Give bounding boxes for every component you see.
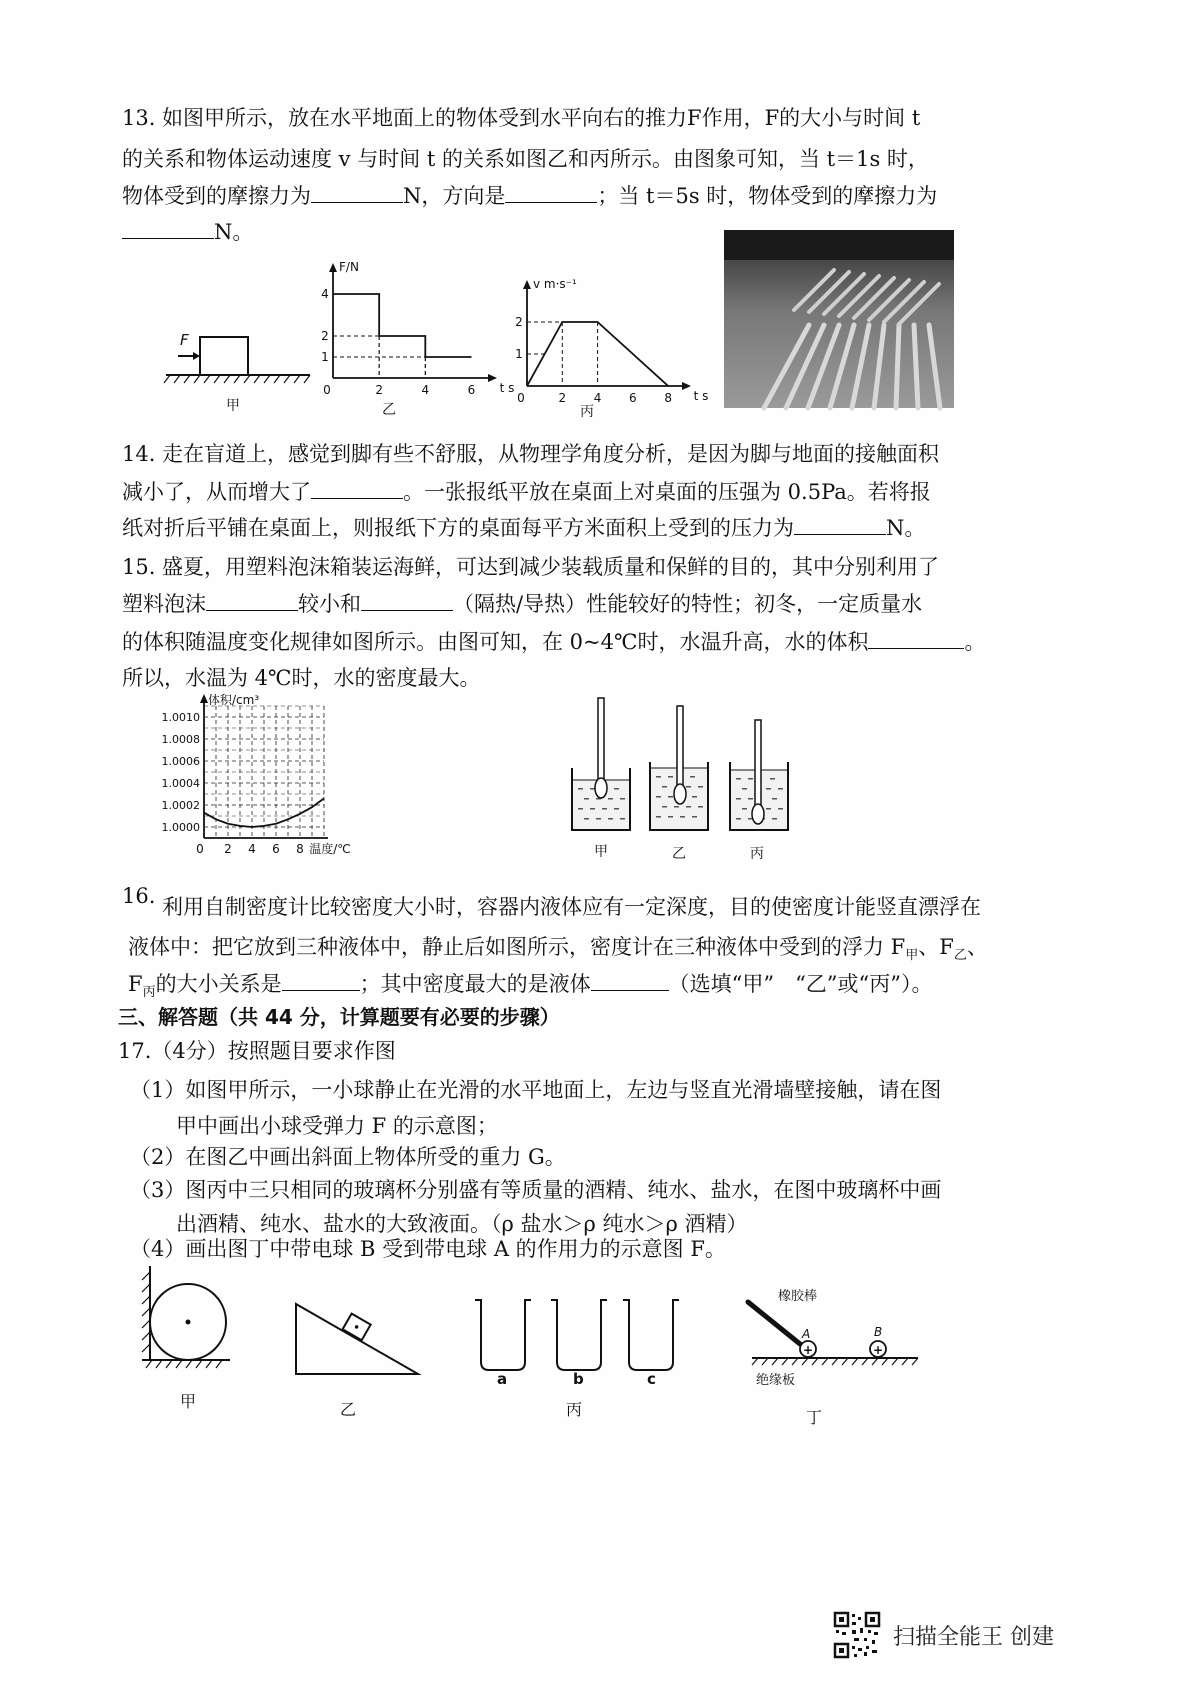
q14-line3-b: N。 <box>886 516 926 540</box>
x-axis-label: t s <box>693 389 709 403</box>
q16-line1: 利用自制密度计比较密度大小时，容器内液体应有一定深度，目的使密度计能竖直漂浮在 <box>162 895 981 919</box>
insulating-board-label: 绝缘板 <box>756 1373 796 1388</box>
q16-blank-1[interactable] <box>282 970 360 991</box>
q16-sub-jia: 甲 <box>905 948 919 964</box>
section3-title: 三、解答题（共 44 分，计算题要有必要的步骤） <box>118 1005 560 1029</box>
q17-fig-yi <box>290 1296 430 1386</box>
y-axis-label: 体积/cm³ <box>208 693 260 707</box>
q15-line4: 所以，水温为 4℃时，水的密度最大。 <box>122 666 481 690</box>
q14-line2-a: 减小了，从而增大了 <box>122 480 311 504</box>
q14-blank-1[interactable] <box>311 478 403 499</box>
x-tick-label: 0 <box>196 842 204 856</box>
rubber-rod-label: 橡胶棒 <box>778 1289 818 1304</box>
q14-number: 14. <box>122 442 156 466</box>
y-axis-label: v m·s⁻¹ <box>533 277 577 291</box>
q13-blank-3[interactable] <box>122 218 214 239</box>
q17-part1-a: （1）如图甲所示，一小球静止在光滑的水平地面上，左边与竖直光滑墙壁接触，请在图 <box>130 1078 942 1102</box>
q13-fig-bing-label: 丙 <box>580 404 594 420</box>
cup-a <box>475 1300 531 1370</box>
beaker-jia <box>572 698 630 830</box>
scanner-watermark: 扫描全能王 创建 <box>893 1625 1054 1650</box>
qr-code-icon <box>834 1612 880 1658</box>
q13-fig-bing-chart <box>505 262 709 417</box>
q14-line2-b: 。一张报纸平放在桌面上对桌面的压强为 0.5Pa。若将报 <box>403 480 931 504</box>
q15-line3 <box>122 628 985 656</box>
q13-line4 <box>122 218 253 246</box>
beaker-bing <box>730 720 788 830</box>
x-tick-label: 6 <box>629 391 637 405</box>
q13-number: 13. <box>122 106 156 130</box>
q16-sub-bing: 丙 <box>142 985 156 1001</box>
q17-fig-bing <box>465 1292 705 1392</box>
ball-a-label: A <box>802 1327 811 1341</box>
tactile-paving-photo <box>724 230 954 408</box>
beaker-label-yi: 乙 <box>672 846 686 862</box>
q16-line3 <box>128 970 933 1007</box>
q17-heading: 17.（4分）按照题目要求作图 <box>118 1039 396 1063</box>
y-axis-label: F/N <box>339 260 359 274</box>
y-tick-label: 1.0004 <box>161 777 200 790</box>
q15-line2-c: （隔热/导热）性能较好的特性；初冬，一定质量水 <box>453 592 923 616</box>
q13-line3-b: N，方向是 <box>403 184 506 208</box>
block <box>200 337 248 375</box>
beaker-yi <box>650 706 708 830</box>
q16-line3-a: 的大小关系是 <box>155 972 282 996</box>
x-tick-label: 0 <box>517 391 525 405</box>
q17-part3-b: 出酒精、纯水、盐水的大致液面。（ρ 盐水＞ρ 纯水＞ρ 酒精） <box>176 1212 748 1236</box>
ball-a-charge: + <box>803 1343 814 1357</box>
q16-beakers-figure <box>560 690 820 865</box>
x-tick-label: 6 <box>272 842 280 856</box>
q13-fig-yi-label: 乙 <box>382 402 396 418</box>
x-tick-label: 4 <box>421 383 430 397</box>
y-tick-label: 1.0002 <box>161 799 200 812</box>
q17-fig-ding <box>740 1282 930 1392</box>
q17-part1-b: 甲中画出小球受弹力 F 的示意图； <box>176 1114 498 1138</box>
q17-fig-bing-label: 丙 <box>566 1400 583 1419</box>
y-tick-label: 1.0006 <box>161 755 200 768</box>
x-tick-label: 0 <box>323 383 331 397</box>
q13-line1: 如图甲所示，放在水平地面上的物体受到水平向右的推力F作用，F的大小与时间 t <box>162 106 921 130</box>
q15-blank-3[interactable] <box>868 628 964 649</box>
x-tick-label: 2 <box>224 842 232 856</box>
cup-label-a: a <box>497 1370 508 1388</box>
q13-fig-jia-label: 甲 <box>226 398 240 414</box>
q15-line2-a: 塑料泡沫 <box>122 592 206 616</box>
x-tick-label: 8 <box>664 391 672 405</box>
x-axis-label: 温度/℃ <box>309 842 351 856</box>
y-tick-label: 2 <box>515 315 523 329</box>
q14-line3-a: 纸对折后平铺在桌面上，则报纸下方的桌面每平方米面积上受到的压力为 <box>122 516 794 540</box>
q13-fig-jia <box>160 325 320 415</box>
rubber-rod <box>748 1302 800 1344</box>
q14-line1: 走在盲道上，感觉到脚有些不舒服，从物理学角度分析，是因为脚与地面的接触面积 <box>162 442 939 466</box>
q13-line3 <box>122 182 937 210</box>
q16-blank-2[interactable] <box>591 970 669 991</box>
q15-line3-b: 。 <box>964 630 986 654</box>
q16-line3-pre: F <box>128 972 143 996</box>
q15-line2 <box>122 590 922 618</box>
q15-volume-chart <box>150 688 380 868</box>
q17-part4: （4）画出图丁中带电球 B 受到带电球 A 的作用力的示意图 F。 <box>130 1237 726 1261</box>
q17-fig-ding-label: 丁 <box>806 1408 823 1427</box>
q17-part3-a: （3）图丙中三只相同的玻璃杯分别盛有等质量的酒精、纯水、盐水，在图中玻璃杯中画 <box>130 1178 942 1202</box>
q13-line4-text: N。 <box>214 220 254 244</box>
cup-c <box>623 1300 679 1370</box>
q13-blank-2[interactable] <box>505 182 597 203</box>
q16-sub-yi: 乙 <box>953 948 967 964</box>
x-tick-label: 4 <box>593 391 602 405</box>
y-tick-label: 4 <box>321 287 329 301</box>
q16-line2-a: 液体中：把它放到三种液体中，静止后如图所示，密度计在三种液体中受到的浮力 F <box>128 935 906 959</box>
y-tick-label: 1 <box>321 350 329 364</box>
q17-part2: （2）在图乙中画出斜面上物体所受的重力 G。 <box>130 1145 566 1169</box>
q17-fig-jia-label: 甲 <box>180 1392 197 1411</box>
y-tick-label: 1 <box>515 347 523 361</box>
q15-blank-2[interactable] <box>361 590 453 611</box>
incline <box>296 1304 418 1374</box>
q15-blank-1[interactable] <box>206 590 298 611</box>
q15-line3-a: 的体积随温度变化规律如图所示。由图可知，在 0~4℃时，水温升高，水的体积 <box>122 630 869 654</box>
x-tick-label: 4 <box>248 842 256 856</box>
force-label: F <box>180 331 189 349</box>
x-tick-label: 6 <box>467 383 476 397</box>
x-tick-label: 2 <box>375 383 383 397</box>
q15-line1: 盛夏，用塑料泡沫箱装运海鲜，可达到减少装载质量和保鲜的目的，其中分别利用了 <box>162 555 939 579</box>
x-tick-label: 2 <box>558 391 567 405</box>
x-tick-label: 8 <box>296 842 304 856</box>
q13-fig-yi-chart <box>305 255 515 415</box>
ball-b-charge: + <box>873 1343 884 1357</box>
cup-label-b: b <box>573 1370 584 1388</box>
y-tick-label: 1.0000 <box>161 821 200 834</box>
q13-line3-c: ；当 t＝5s 时，物体受到的摩擦力为 <box>597 184 938 208</box>
q17-fig-jia <box>138 1262 248 1402</box>
q16-line3-b: ；其中密度最大的是液体 <box>359 972 591 996</box>
q14-line2 <box>122 478 931 506</box>
beaker-label-jia: 甲 <box>594 844 608 860</box>
q13-line3-a: 物体受到的摩擦力为 <box>122 184 311 208</box>
ball-b-label: B <box>874 1325 883 1339</box>
y-tick-label: 1.0010 <box>161 711 200 724</box>
y-tick-label: 1.0008 <box>161 733 200 746</box>
cup-b <box>551 1300 607 1370</box>
q16-line2-c: 、 <box>966 935 988 959</box>
data-line <box>333 294 471 357</box>
q17-fig-yi-label: 乙 <box>340 1400 357 1419</box>
q16-line3-c: （选填“甲” “乙”或“丙”）。 <box>668 972 933 996</box>
q13-line2: 的关系和物体运动速度 v 与时间 t 的关系如图乙和丙所示。由图象可知，当 t＝1s 时， <box>122 147 929 171</box>
q16-line2-b: 、F <box>918 935 954 959</box>
q13-blank-1[interactable] <box>311 182 403 203</box>
y-tick-label: 2 <box>321 329 329 343</box>
beaker-label-bing: 丙 <box>750 846 764 862</box>
q14-line3 <box>122 514 925 542</box>
q16-number: 16. <box>122 884 156 908</box>
q15-line2-b: 较小和 <box>298 592 361 616</box>
cup-label-c: c <box>647 1370 656 1388</box>
q15-number: 15. <box>122 555 156 579</box>
q16-line2 <box>128 933 988 970</box>
x-axis-label: t s <box>499 381 515 395</box>
q14-blank-2[interactable] <box>794 514 886 535</box>
